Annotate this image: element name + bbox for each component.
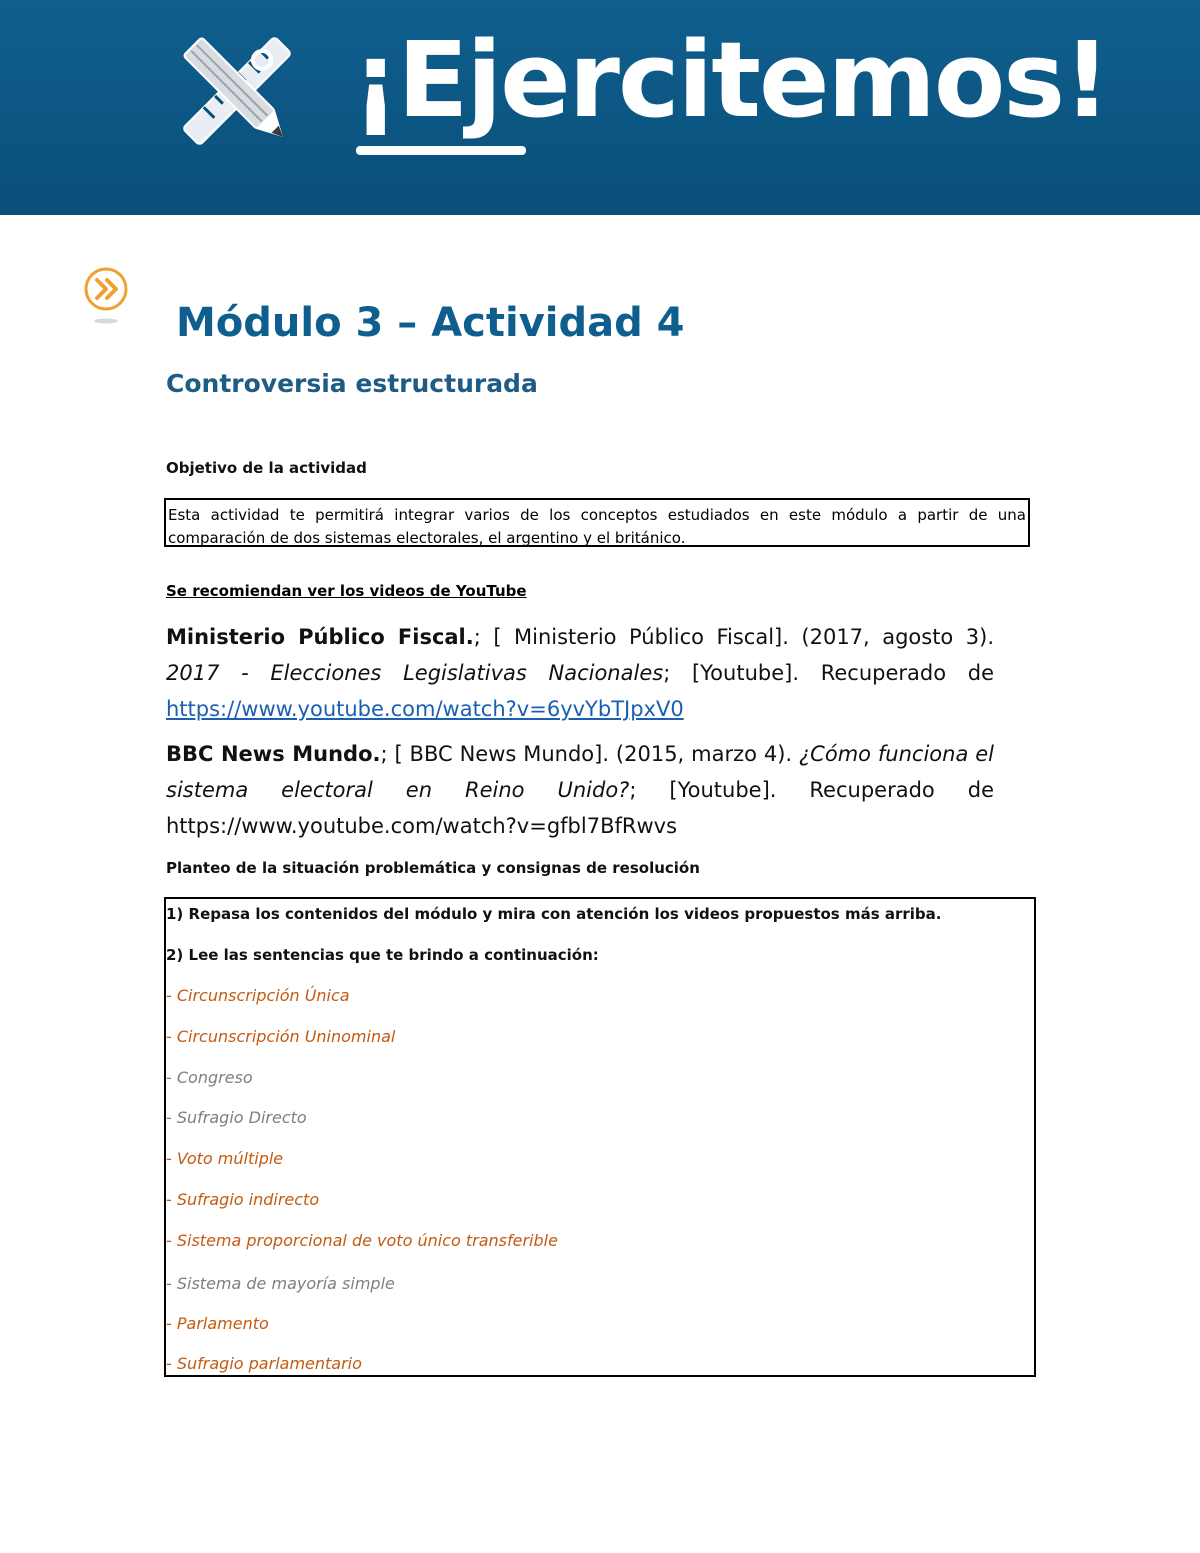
reference-url: https://www.youtube.com/watch?v=gfbl7BfRwvs [166, 814, 678, 838]
term-text: Voto múltiple [176, 1149, 284, 1168]
reference-author: BBC News Mundo. [166, 742, 381, 766]
term-item [166, 1068, 253, 1087]
problem-label: Planteo de la situación problemática y consignas de resolución [166, 859, 700, 877]
module-title: Módulo 3 – Actividad 4 [176, 300, 685, 346]
objective-box: Esta actividad te permitirá integrar varios de los conceptos estudiados en este módulo a partir de una comparación de dos sistemas electorales, el argentino y el británico. [164, 498, 1030, 547]
term-dash: - [166, 1027, 177, 1046]
reference-title: ¿Cómo funciona el sistema electoral en Reino Unido? [166, 742, 994, 802]
reference-platform: ; [Youtube]. Recuperado de [629, 778, 994, 802]
term-dash: - [166, 1190, 177, 1209]
task-step: 1) Repasa los contenidos del módulo y mira con atención los videos propuestos más arriba. [166, 905, 942, 923]
term-dash: - [166, 1068, 177, 1087]
term-item [166, 986, 350, 1005]
header-banner [0, 0, 1200, 215]
term-dash: - [166, 1354, 177, 1373]
videos-label: Se recomiendan ver los videos de YouTube [166, 582, 527, 600]
term-text: Sistema proporcional de voto único transferible [176, 1231, 558, 1250]
double-chevron-right-icon [82, 265, 130, 325]
term-dash: - [166, 1274, 177, 1293]
term-item [166, 1314, 269, 1333]
term-dash: - [166, 1231, 177, 1250]
reference-title: 2017 - Elecciones Legislativas Nacionales [166, 661, 664, 685]
term-text: Parlamento [176, 1314, 269, 1333]
tasks-box [164, 897, 1036, 1377]
term-dash: - [166, 1149, 177, 1168]
term-item [166, 1274, 395, 1293]
term-item [166, 1027, 395, 1046]
term-item [166, 1149, 283, 1168]
reference-item [166, 619, 994, 727]
task-step: 2) Lee las sentencias que te brindo a continuación: [166, 946, 599, 964]
reference-meta: ; [ BBC News Mundo]. (2015, marzo 4). [380, 742, 800, 766]
term-dash: - [166, 1108, 177, 1127]
term-item [166, 1190, 319, 1209]
term-item [166, 1354, 362, 1373]
term-dash: - [166, 986, 177, 1005]
term-text: Sufragio parlamentario [176, 1354, 362, 1373]
term-dash: - [166, 1314, 177, 1333]
banner-underline [356, 146, 526, 155]
term-text: Sufragio indirecto [176, 1190, 320, 1209]
term-text: Circunscripción Uninominal [176, 1027, 396, 1046]
term-item [166, 1108, 307, 1127]
term-text: Sistema de mayoría simple [176, 1274, 395, 1293]
banner-title: ¡Ejercitemos! [352, 19, 1109, 141]
term-text: Sufragio Directo [176, 1108, 307, 1127]
pencil-ruler-icon [178, 32, 296, 150]
reference-item [166, 736, 994, 844]
reference-link[interactable]: https://www.youtube.com/watch?v=6yvYbTJpxV0 [166, 697, 684, 721]
activity-subtitle: Controversia estructurada [166, 369, 538, 398]
term-item [166, 1231, 558, 1250]
term-text: Circunscripción Única [176, 986, 350, 1005]
objective-label: Objetivo de la actividad [166, 459, 367, 477]
reference-meta: ; [ Ministerio Público Fiscal]. (2017, agosto 3). [473, 625, 994, 649]
reference-author: Ministerio Público Fiscal. [166, 625, 474, 649]
term-text: Congreso [176, 1068, 253, 1087]
reference-platform: ; [Youtube]. Recuperado de [663, 661, 994, 685]
